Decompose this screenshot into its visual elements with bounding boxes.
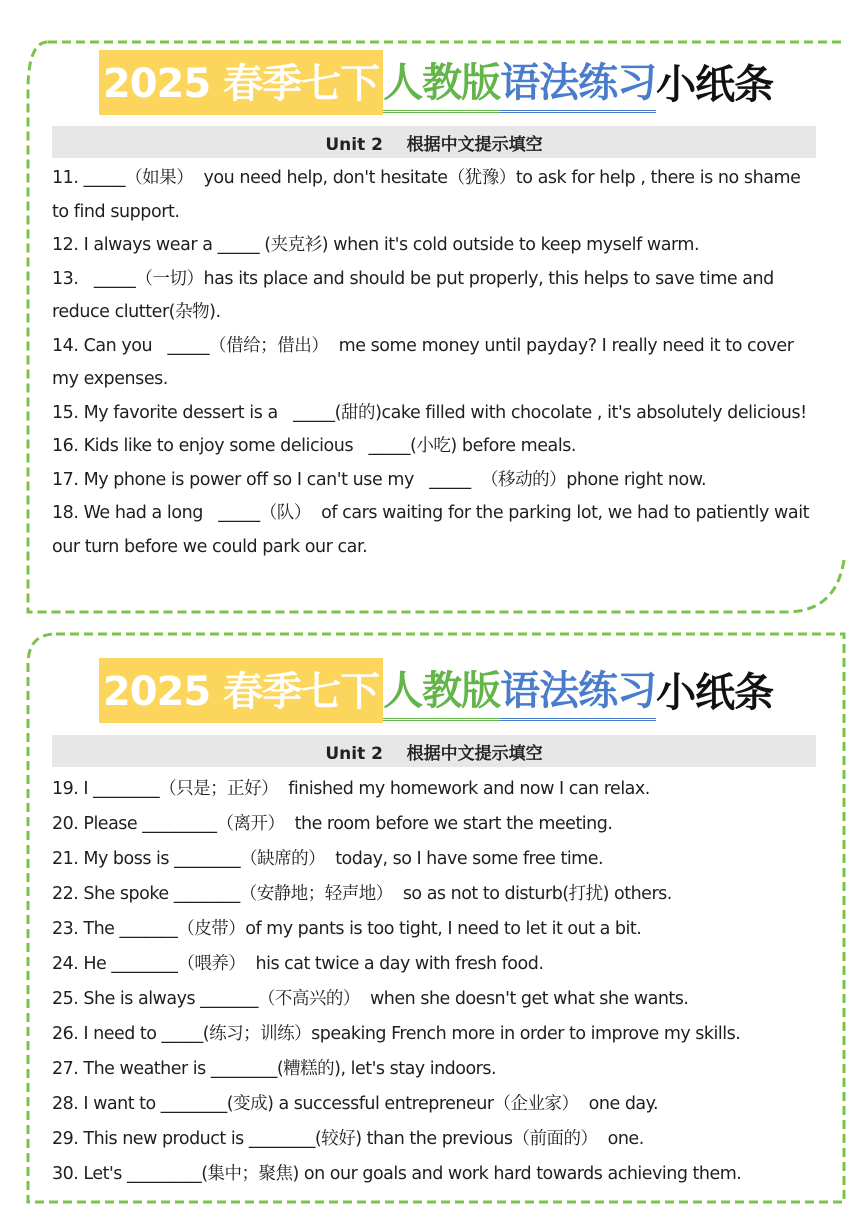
- title-part-year-season: 2025 春季七下: [99, 50, 383, 115]
- question-item: 25. She is always _______（不高兴的） when she doesn't get what she wants.: [52, 989, 689, 1009]
- section-header-text: Unit 2 根据中文提示填空: [325, 134, 543, 155]
- page-title: [99, 658, 773, 723]
- title-part-subject: 语法练习: [500, 659, 656, 721]
- title-part-edition: 人教版: [383, 659, 500, 721]
- section-header: [52, 735, 816, 767]
- question-item: 17. My phone is power off so I can't use my _____ （移动的）phone right now.: [52, 469, 707, 490]
- question-item: 16. Kids like to enjoy some delicious _____(小吃) before meals.: [52, 436, 577, 456]
- title-part-note: 小纸条: [656, 61, 774, 108]
- question-item: 18. We had a long _____（队） of cars waiting for the parking lot, we had to patiently wait our turn before we could park our car.: [52, 503, 815, 557]
- question-item: 15. My favorite dessert is a _____(甜的)cake filled with chocolate , it's absolutely delicious!: [52, 402, 807, 423]
- title-part-edition: 人教版: [383, 51, 500, 113]
- question-item: 20. Please _________（离开） the room before we start the meeting.: [52, 814, 613, 834]
- question-item: 19. I ________（只是；正好） finished my homework and now I can relax.: [52, 779, 650, 799]
- title-row: [26, 658, 846, 722]
- exercise-card-1: [26, 40, 846, 614]
- question-list: [52, 772, 816, 1192]
- section-header-text: Unit 2 根据中文提示填空: [325, 743, 543, 764]
- title-part-subject: 语法练习: [500, 51, 656, 113]
- question-item: 27. The weather is ________(糟糕的), let's stay indoors.: [52, 1059, 497, 1079]
- question-item: 24. He ________（喂养） his cat twice a day with fresh food.: [52, 954, 544, 974]
- title-part-year-season: 2025 春季七下: [99, 658, 383, 723]
- exercise-card-2: [26, 632, 846, 1204]
- question-list: [52, 162, 816, 564]
- question-item: 21. My boss is ________（缺席的） today, so I have some free time.: [52, 849, 604, 869]
- title-row: [26, 50, 846, 114]
- section-header: [52, 126, 816, 158]
- question-item: 28. I want to ________(变成) a successful entrepreneur（企业家） one day.: [52, 1094, 659, 1114]
- title-part-note: 小纸条: [656, 669, 774, 716]
- question-item: 11. _____（如果） you need help, don't hesitate（犹豫）to ask for help , there is no shame to find support.: [52, 168, 806, 222]
- question-item: 30. Let's _________(集中；聚焦) on our goals and work hard towards achieving them.: [52, 1164, 742, 1184]
- question-item: 23. The _______（皮带）of my pants is too tight, I need to let it out a bit.: [52, 919, 642, 939]
- question-item: 22. She spoke ________（安静地；轻声地） so as not to disturb(打扰) others.: [52, 884, 672, 904]
- question-item: 13. _____（一切）has its place and should be put properly, this helps to save time and reduce clutter(杂物).: [52, 268, 779, 322]
- question-item: 14. Can you _____（借给；借出） me some money until payday? I really need it to cover my expenses.: [52, 335, 799, 389]
- page-title: [99, 50, 773, 115]
- question-item: 12. I always wear a _____ (夹克衫) when it's cold outside to keep myself warm.: [52, 235, 700, 255]
- question-item: 26. I need to _____(练习；训练）speaking French more in order to improve my skills.: [52, 1024, 741, 1044]
- question-item: 29. This new product is ________(较好) than the previous（前面的） one.: [52, 1129, 644, 1149]
